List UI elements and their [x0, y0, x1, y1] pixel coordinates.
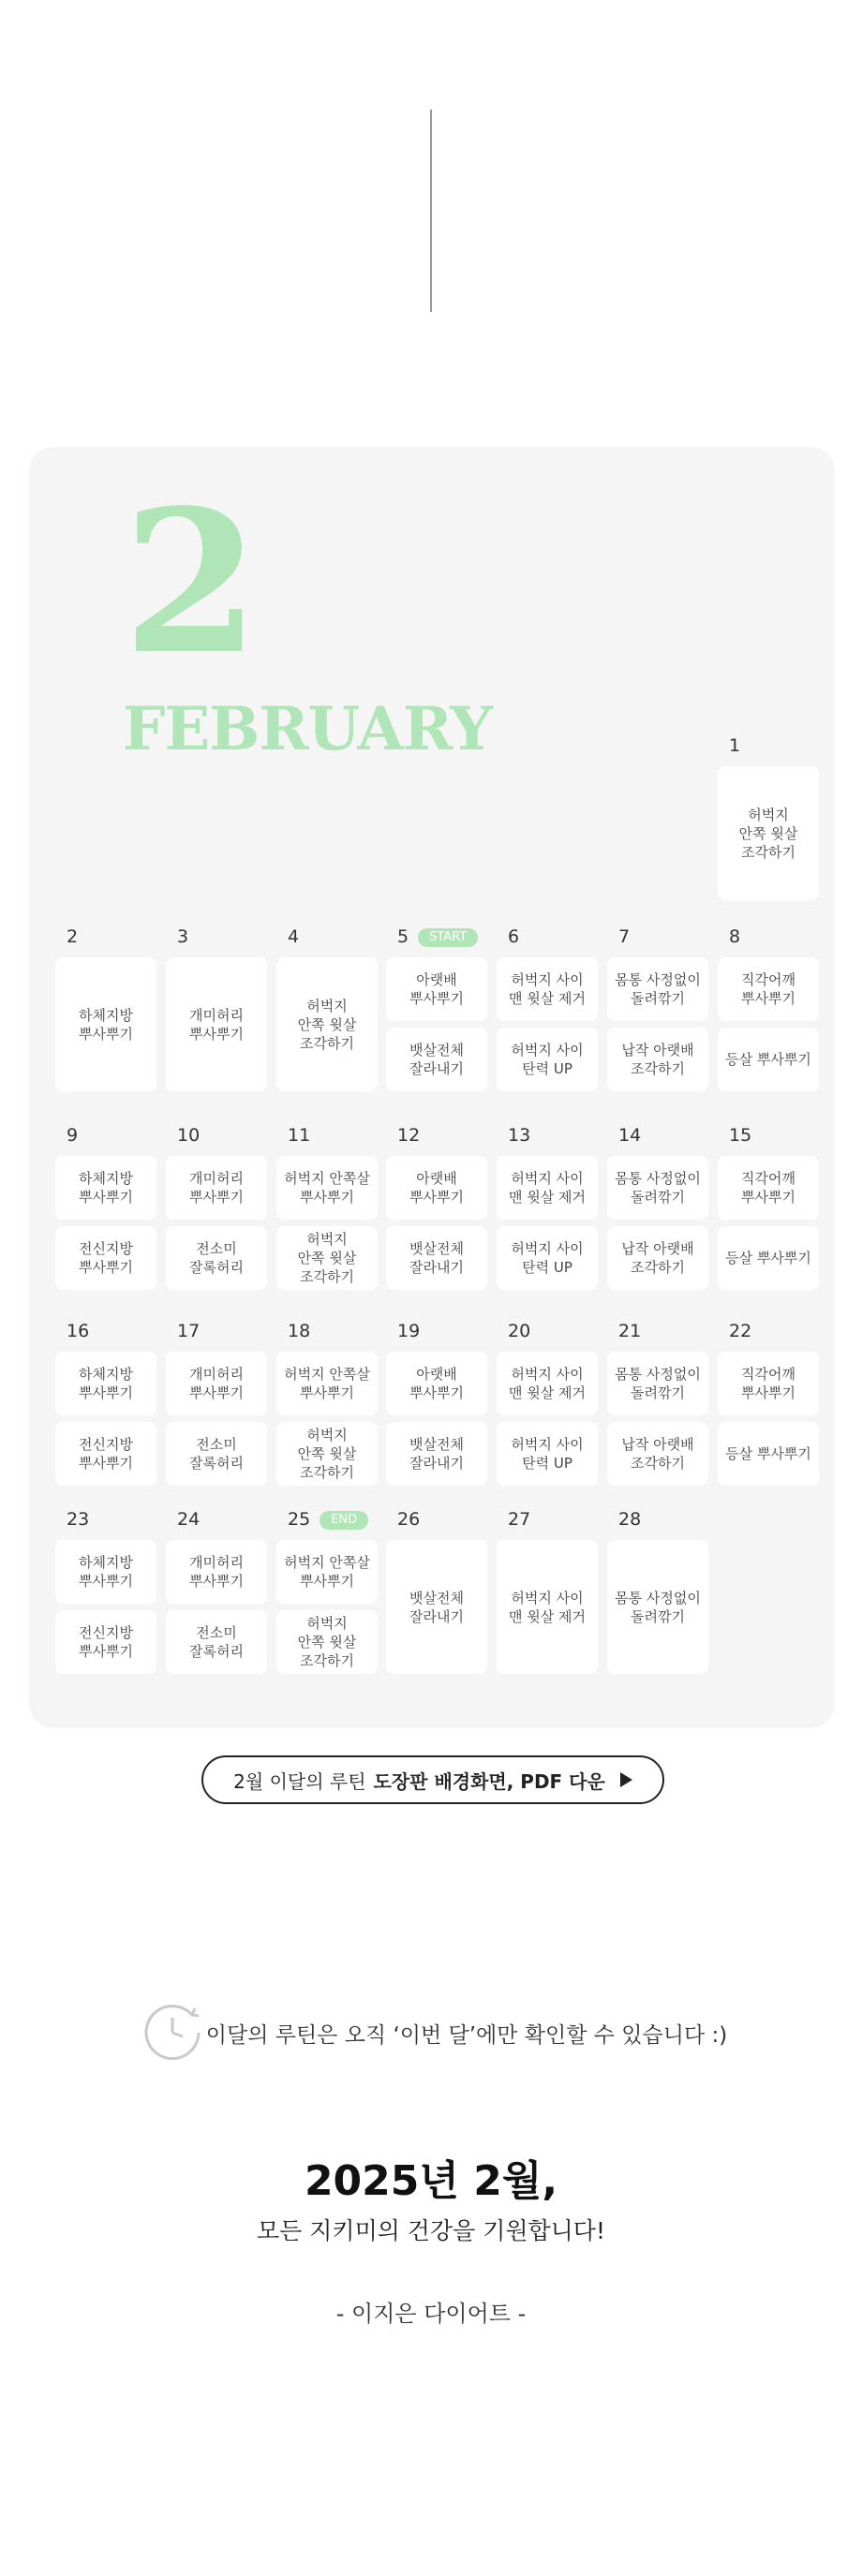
day-number-text: 4: [288, 926, 300, 947]
signature: - 이지은 다이어트 -: [335, 2301, 527, 2327]
routine-card[interactable]: 허벅지 안쪽 윗살 조각하기: [718, 766, 819, 900]
day-number-text: 28: [618, 1509, 642, 1530]
routine-card[interactable]: 개미허리 뿌사뿌기: [166, 1156, 267, 1220]
routine-card[interactable]: 전신지방 뿌사뿌기: [55, 1610, 156, 1674]
routine-card[interactable]: 허벅지 안쪽살 뿌사뿌기: [276, 1156, 378, 1220]
routine-card[interactable]: 허벅지 안쪽살 뿌사뿌기: [276, 1540, 378, 1604]
day-number: [729, 926, 740, 947]
day-number: [508, 926, 519, 947]
routine-card[interactable]: 전신지방 뿌사뿌기: [55, 1226, 156, 1290]
pdf-button-prefix: 2월 이달의 루틴: [233, 1769, 366, 1793]
day-number-text: 1: [729, 735, 741, 756]
day-number-text: 10: [177, 1125, 201, 1146]
day-number: [729, 1321, 751, 1341]
day-number-text: 27: [508, 1509, 531, 1530]
day-number: [177, 926, 188, 947]
day-number: [288, 926, 299, 947]
routine-card[interactable]: 뱃살전체 잘라내기: [386, 1226, 487, 1290]
routine-card[interactable]: 납작 아랫배 조각하기: [607, 1028, 708, 1091]
routine-card[interactable]: 허벅지 사이 맨 윗살 제거: [497, 1352, 598, 1415]
routine-card[interactable]: 개미허리 뿌사뿌기: [166, 1540, 267, 1604]
day-number-text: 5: [397, 926, 409, 947]
start-badge: START: [418, 928, 478, 947]
day-number-text: 19: [397, 1321, 421, 1341]
routine-card[interactable]: 납작 아랫배 조각하기: [607, 1226, 708, 1290]
routine-card[interactable]: 하체지방 뿌사뿌기: [55, 1156, 156, 1220]
closing-title: 2025년 2월,: [304, 2157, 558, 2205]
day-number-text: 25: [288, 1509, 311, 1530]
day-number-text: 26: [397, 1509, 421, 1530]
day-number: [67, 1509, 89, 1530]
routine-card[interactable]: 몸통 사정없이 돌려깎기: [607, 1156, 708, 1220]
play-icon: [620, 1772, 632, 1787]
day-number-text: 22: [729, 1321, 752, 1341]
routine-card[interactable]: 아랫배 뿌사뿌기: [386, 957, 487, 1021]
day-number: [288, 1321, 310, 1341]
routine-card[interactable]: 전소미 잘록허리: [166, 1422, 267, 1486]
routine-card[interactable]: 허벅지 안쪽살 뿌사뿌기: [276, 1352, 378, 1415]
day-number: [618, 1509, 641, 1530]
routine-card[interactable]: 개미허리 뿌사뿌기: [166, 1352, 267, 1415]
day-number-text: 2: [67, 926, 79, 947]
day-number: [508, 1125, 530, 1146]
day-number-text: 16: [67, 1321, 90, 1341]
routine-card[interactable]: 허벅지 사이 맨 윗살 제거: [497, 1156, 598, 1220]
day-number: [67, 1321, 89, 1341]
routine-card[interactable]: 허벅지 사이 맨 윗살 제거: [497, 1540, 598, 1674]
day-number-text: 3: [177, 926, 189, 947]
routine-card[interactable]: 직각어깨 뿌사뿌기: [718, 1352, 819, 1415]
day-number-text: 23: [67, 1509, 90, 1530]
routine-card[interactable]: 뱃살전체 잘라내기: [386, 1028, 487, 1091]
notice-row: [0, 1995, 862, 2070]
notice-text: 이달의 루틴은 오직 ‘이번 달’에만 확인할 수 있습니다 :): [205, 2022, 728, 2048]
day-number: [177, 1509, 200, 1530]
day-number: [397, 1125, 420, 1146]
routine-card[interactable]: 허벅지 사이 맨 윗살 제거: [497, 957, 598, 1021]
day-number-text: 14: [618, 1125, 642, 1146]
day-number-text: 15: [729, 1125, 752, 1146]
routine-card[interactable]: 등살 뿌사뿌기: [718, 1028, 819, 1091]
day-number-text: 11: [288, 1125, 311, 1146]
routine-card[interactable]: 직각어깨 뿌사뿌기: [718, 957, 819, 1021]
day-number: [177, 1125, 200, 1146]
routine-card[interactable]: 등살 뿌사뿌기: [718, 1226, 819, 1290]
routine-card[interactable]: 하체지방 뿌사뿌기: [55, 957, 156, 1091]
day-number-text: 7: [618, 926, 631, 947]
routine-card[interactable]: 몸통 사정없이 돌려깎기: [607, 1352, 708, 1415]
day-number: [397, 926, 478, 947]
pdf-download-button[interactable]: [201, 1755, 664, 1804]
day-number: [508, 1321, 530, 1341]
end-badge: END: [320, 1511, 368, 1530]
routine-card[interactable]: 뱃살전체 잘라내기: [386, 1422, 487, 1486]
routine-card[interactable]: 허벅지 안쪽 윗살 조각하기: [276, 1610, 378, 1674]
routine-card[interactable]: 아랫배 뿌사뿌기: [386, 1156, 487, 1220]
calendar-panel: [29, 447, 835, 1728]
routine-card[interactable]: 허벅지 사이 탄력 UP: [497, 1028, 598, 1091]
day-number: [67, 926, 78, 947]
day-number-text: 13: [508, 1125, 531, 1146]
day-number: [618, 926, 630, 947]
routine-card[interactable]: 허벅지 사이 탄력 UP: [497, 1422, 598, 1486]
routine-card[interactable]: 전신지방 뿌사뿌기: [55, 1422, 156, 1486]
routine-card[interactable]: 전소미 잘록허리: [166, 1226, 267, 1290]
routine-card[interactable]: 허벅지 안쪽 윗살 조각하기: [276, 1226, 378, 1290]
routine-card[interactable]: 뱃살전체 잘라내기: [386, 1540, 487, 1674]
routine-card[interactable]: 아랫배 뿌사뿌기: [386, 1352, 487, 1415]
top-divider-line: [430, 110, 432, 312]
routine-card[interactable]: 하체지방 뿌사뿌기: [55, 1352, 156, 1415]
day-number: [177, 1321, 200, 1341]
day-number: [618, 1125, 641, 1146]
routine-card[interactable]: 하체지방 뿌사뿌기: [55, 1540, 156, 1604]
day-number: [288, 1125, 310, 1146]
day-number-text: 20: [508, 1321, 531, 1341]
day-number-text: 21: [618, 1321, 642, 1341]
clock-icon: [135, 1995, 210, 2070]
day-number: [288, 1509, 368, 1530]
routine-card[interactable]: 직각어깨 뿌사뿌기: [718, 1156, 819, 1220]
routine-card[interactable]: 몸통 사정없이 돌려깎기: [607, 957, 708, 1021]
pdf-button-bold-label: 도장판 배경화면, PDF 다운: [373, 1769, 605, 1793]
day-number: [508, 1509, 530, 1530]
day-number-text: 8: [729, 926, 741, 947]
day-number: [729, 735, 740, 756]
day-number: [729, 1125, 751, 1146]
day-number-text: 12: [397, 1125, 421, 1146]
day-number-text: 18: [288, 1321, 311, 1341]
month-name: FEBRUARY: [123, 694, 492, 764]
routine-card[interactable]: 허벅지 사이 탄력 UP: [497, 1226, 598, 1290]
day-number: [397, 1321, 420, 1341]
day-number-text: 9: [67, 1125, 79, 1146]
routine-card[interactable]: 개미허리 뿌사뿌기: [166, 957, 267, 1091]
closing-subtitle: 모든 지키미의 건강을 기원합니다!: [257, 2217, 605, 2244]
routine-card[interactable]: 몸통 사정없이 돌려깎기: [607, 1540, 708, 1674]
routine-card[interactable]: 납작 아랫배 조각하기: [607, 1422, 708, 1486]
month-number: 2: [123, 466, 260, 698]
day-number-text: 17: [177, 1321, 201, 1341]
day-number: [618, 1321, 641, 1341]
routine-card[interactable]: 등살 뿌사뿌기: [718, 1422, 819, 1486]
routine-card[interactable]: 허벅지 안쪽 윗살 조각하기: [276, 1422, 378, 1486]
routine-card[interactable]: 전소미 잘록허리: [166, 1610, 267, 1674]
day-number-text: 24: [177, 1509, 201, 1530]
routine-card[interactable]: 허벅지 안쪽 윗살 조각하기: [276, 957, 378, 1091]
day-number: [397, 1509, 420, 1530]
day-number: [67, 1125, 78, 1146]
day-number-text: 6: [508, 926, 520, 947]
